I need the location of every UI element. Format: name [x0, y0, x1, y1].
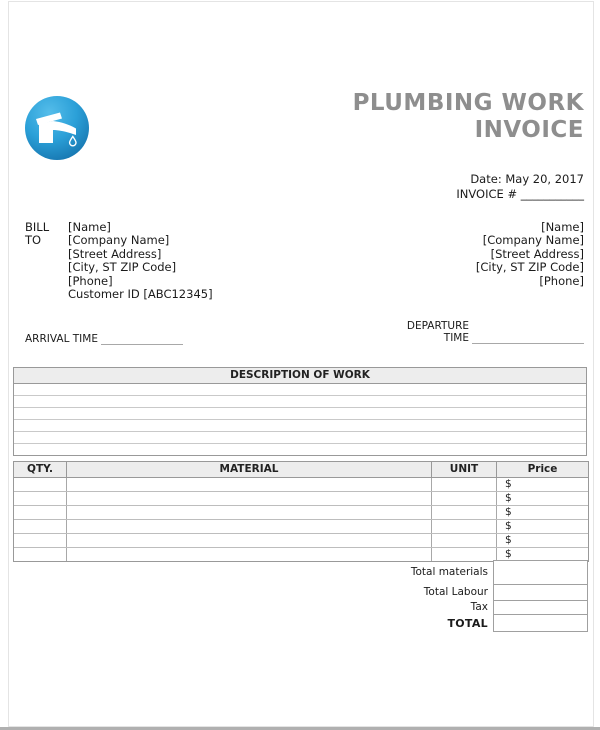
departure-label-line2: TIME: [443, 332, 469, 344]
invoice-date: Date: May 20, 2017: [470, 172, 584, 186]
materials-row: [14, 478, 588, 492]
departure-time-blank[interactable]: [472, 331, 584, 344]
description-row[interactable]: [14, 396, 586, 408]
departure-time-label: [407, 320, 469, 344]
tax-label: Tax: [470, 601, 488, 614]
cell-qty[interactable]: [14, 492, 66, 505]
currency-symbol: $: [505, 534, 512, 546]
materials-row: [14, 534, 588, 548]
cell-price[interactable]: [496, 506, 588, 519]
service-company: [Company Name]: [482, 233, 584, 248]
description-row[interactable]: [14, 444, 586, 455]
cell-qty[interactable]: [14, 520, 66, 533]
arrival-time-label: ARRIVAL TIME: [25, 333, 98, 345]
description-row[interactable]: [14, 384, 586, 396]
currency-symbol: $: [505, 520, 512, 532]
total-labour-label: Total Labour: [423, 586, 488, 599]
service-name: [Name]: [541, 220, 584, 234]
bill-to-label-line1: BILL: [25, 220, 50, 234]
cell-unit[interactable]: [431, 492, 496, 505]
description-row[interactable]: [14, 432, 586, 444]
description-table-header: DESCRIPTION OF WORK: [14, 368, 586, 384]
cell-qty[interactable]: [14, 534, 66, 547]
cell-unit[interactable]: [431, 520, 496, 533]
currency-symbol: $: [505, 506, 512, 518]
plumbing-logo: [24, 95, 90, 161]
bill-to-block: [25, 221, 213, 301]
cell-qty[interactable]: [14, 548, 66, 561]
currency-symbol: $: [505, 478, 512, 490]
materials-row: [14, 506, 588, 520]
total-materials-label: Total materials: [410, 566, 488, 579]
materials-table: [13, 461, 589, 562]
cell-price[interactable]: [496, 478, 588, 491]
cell-unit[interactable]: [431, 478, 496, 491]
cell-material[interactable]: [66, 478, 431, 491]
description-row[interactable]: [14, 420, 586, 432]
bill-to-phone: [Phone]: [68, 273, 113, 288]
title-line-2: INVOICE: [474, 117, 584, 143]
col-header-material: MATERIAL: [66, 462, 431, 477]
tax-value[interactable]: [493, 600, 588, 615]
service-city: [City, ST ZIP Code]: [475, 260, 584, 275]
grand-total-row: [408, 615, 588, 632]
cell-qty[interactable]: [14, 506, 66, 519]
faucet-icon: [25, 96, 89, 160]
invoice-number-blank[interactable]: INVOICE # ___________: [456, 187, 584, 201]
invoice-meta: [456, 172, 584, 202]
departure-label-line1: DEPARTURE: [406, 320, 469, 332]
cell-material[interactable]: [66, 534, 431, 547]
description-row[interactable]: [14, 408, 586, 420]
col-header-qty: QTY.: [27, 463, 53, 475]
currency-symbol: $: [505, 548, 512, 560]
title-line-1: PLUMBING WORK: [352, 90, 584, 116]
tax-row: [408, 601, 588, 615]
total-materials-value[interactable]: [493, 560, 588, 585]
description-of-work-table: [13, 367, 587, 456]
cell-unit[interactable]: [431, 534, 496, 547]
total-labour-value[interactable]: [493, 584, 588, 601]
totals-section: [408, 561, 588, 632]
bill-to-name: [Name]: [68, 220, 111, 234]
total-labour-row: [408, 585, 588, 601]
service-street: [Street Address]: [490, 246, 584, 261]
cell-price[interactable]: [496, 520, 588, 533]
materials-row: [14, 520, 588, 534]
cell-qty[interactable]: [14, 478, 66, 491]
cell-material[interactable]: [66, 520, 431, 533]
total-materials-row: [408, 561, 588, 585]
arrival-time-row: [25, 331, 183, 345]
grand-total-value[interactable]: [493, 614, 588, 632]
cell-price[interactable]: [496, 534, 588, 547]
bill-to-label: [25, 221, 68, 301]
cell-material[interactable]: [66, 492, 431, 505]
bill-to-lines: [68, 221, 213, 301]
materials-row: [14, 492, 588, 506]
document-title: [353, 90, 584, 144]
cell-material[interactable]: [66, 548, 431, 561]
cell-unit[interactable]: [431, 506, 496, 519]
col-header-price: Price: [496, 462, 588, 477]
bill-to-customer-id: Customer ID [ABC12345]: [68, 287, 213, 302]
col-header-unit: UNIT: [431, 462, 496, 477]
arrival-time-blank[interactable]: [101, 331, 183, 345]
grand-total-label: TOTAL: [447, 616, 488, 630]
cell-price[interactable]: [496, 492, 588, 505]
cell-material[interactable]: [66, 506, 431, 519]
departure-time-row: [407, 320, 584, 344]
bill-to-label-line2: TO: [25, 233, 42, 248]
bill-to-city: [City, ST ZIP Code]: [68, 260, 177, 275]
bill-to-street: [Street Address]: [68, 246, 162, 261]
bill-to-company: [Company Name]: [68, 233, 170, 248]
service-address-block: [476, 221, 584, 288]
currency-symbol: $: [505, 492, 512, 504]
materials-table-header: [14, 462, 588, 478]
service-phone: [Phone]: [539, 273, 584, 288]
cell-unit[interactable]: [431, 548, 496, 561]
